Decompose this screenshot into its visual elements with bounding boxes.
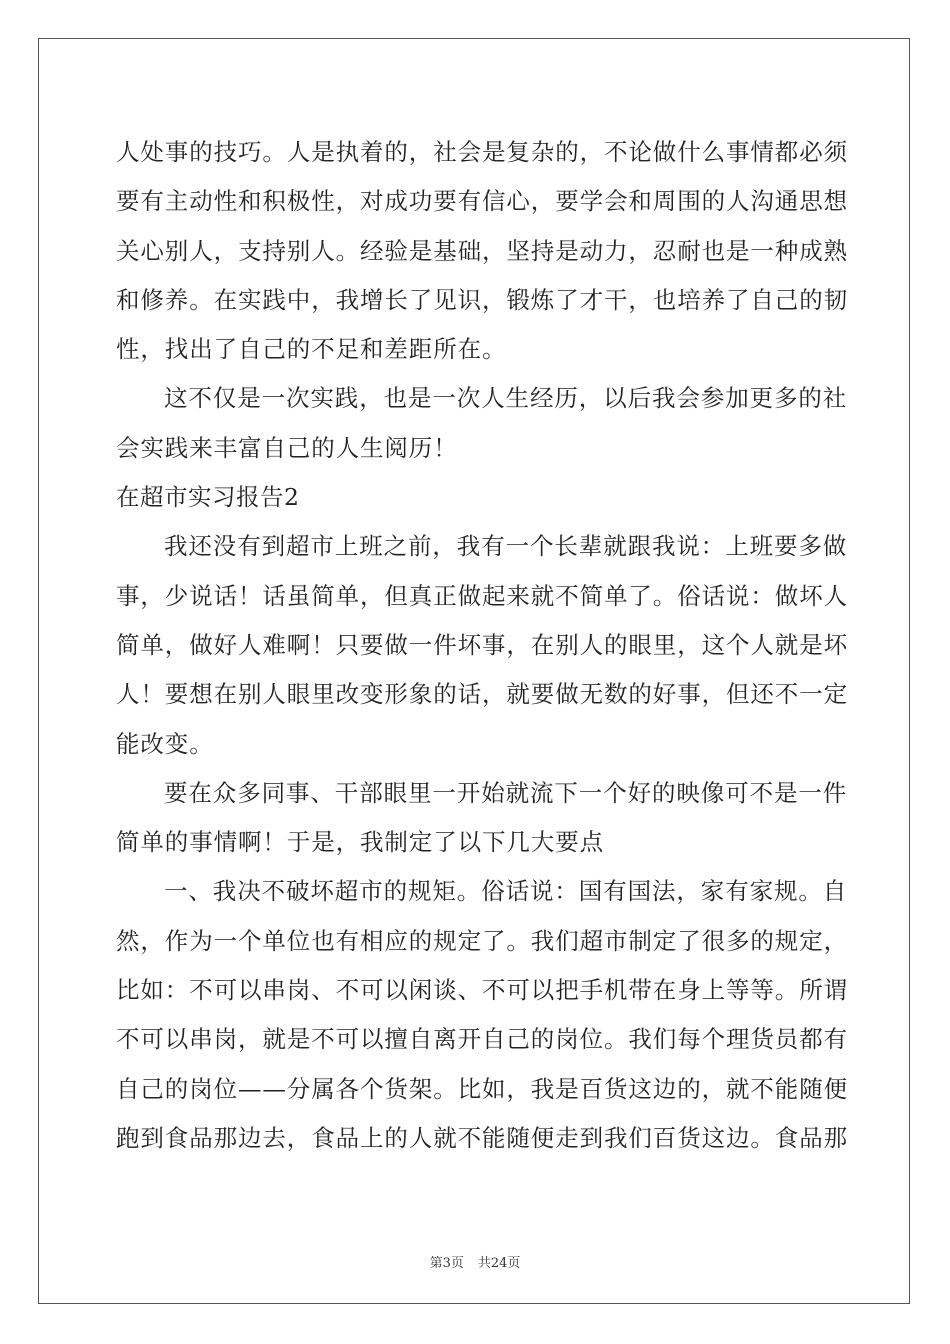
page-footer (0, 1252, 950, 1271)
text-line: 自己的岗位——分属各个货架。比如，我是百货这边的，就不能随便 (116, 1074, 848, 1103)
text-line: 会实践来丰富自己的人生阅历！ (116, 433, 458, 462)
text-line: 要有主动性和积极性，对成功要有信心，要学会和周围的人沟通思想 (116, 187, 848, 216)
text-line: 简单的事情啊！于是，我制定了以下几大要点 (116, 828, 604, 857)
text-line: 人！要想在别人眼里改变形象的话，就要做无数的好事，但还不一定 (116, 680, 848, 709)
text-line: 一、我决不破坏超市的规矩。俗话说：国有国法，家有家规。自 (164, 877, 848, 906)
text-line: 比如：不可以串岗、不可以闲谈、不可以把手机带在身上等等。所谓 (116, 976, 848, 1005)
text-line: 简单，做好人难啊！只要做一件坏事，在别人的眼里，这个人就是坏 (116, 630, 848, 659)
text-line: 我还没有到超市上班之前，我有一个长辈就跟我说：上班要多做 (164, 532, 848, 561)
text-line: 性，找出了自己的不足和差距所在。 (116, 335, 507, 364)
text-line: 关心别人，支持别人。经验是基础，坚持是动力，忍耐也是一种成熟 (116, 236, 848, 265)
text-line: 不可以串岗，就是不可以擅自离开自己的岗位。我们每个理货员都有 (116, 1025, 848, 1054)
text-line: 要在众多同事、干部眼里一开始就流下一个好的映像可不是一件 (164, 778, 848, 807)
text-line: 事，少说话！话虽简单，但真正做起来就不简单了。俗话说：做坏人 (116, 581, 848, 610)
page-total: 共24页 (477, 1256, 521, 1271)
text-line: 和修养。在实践中，我增长了见识，锻炼了才干，也培养了自己的韧 (116, 285, 848, 314)
text-line: 这不仅是一次实践，也是一次人生经历，以后我会参加更多的社 (164, 384, 848, 413)
text-line: 能改变。 (116, 729, 214, 758)
text-line: 人处事的技巧。人是执着的，社会是复杂的，不论做什么事情都必须 (116, 138, 848, 166)
text-line: 然，作为一个单位也有相应的规定了。我们超市制定了很多的规定， (116, 926, 848, 955)
text-line: 跑到食品那边去，食品上的人就不能随便走到我们百货这边。食品那 (116, 1123, 848, 1152)
document-body (116, 128, 848, 1163)
page-number: 第3页 (429, 1256, 464, 1271)
section-heading: 在超市实习报告2 (116, 483, 300, 512)
